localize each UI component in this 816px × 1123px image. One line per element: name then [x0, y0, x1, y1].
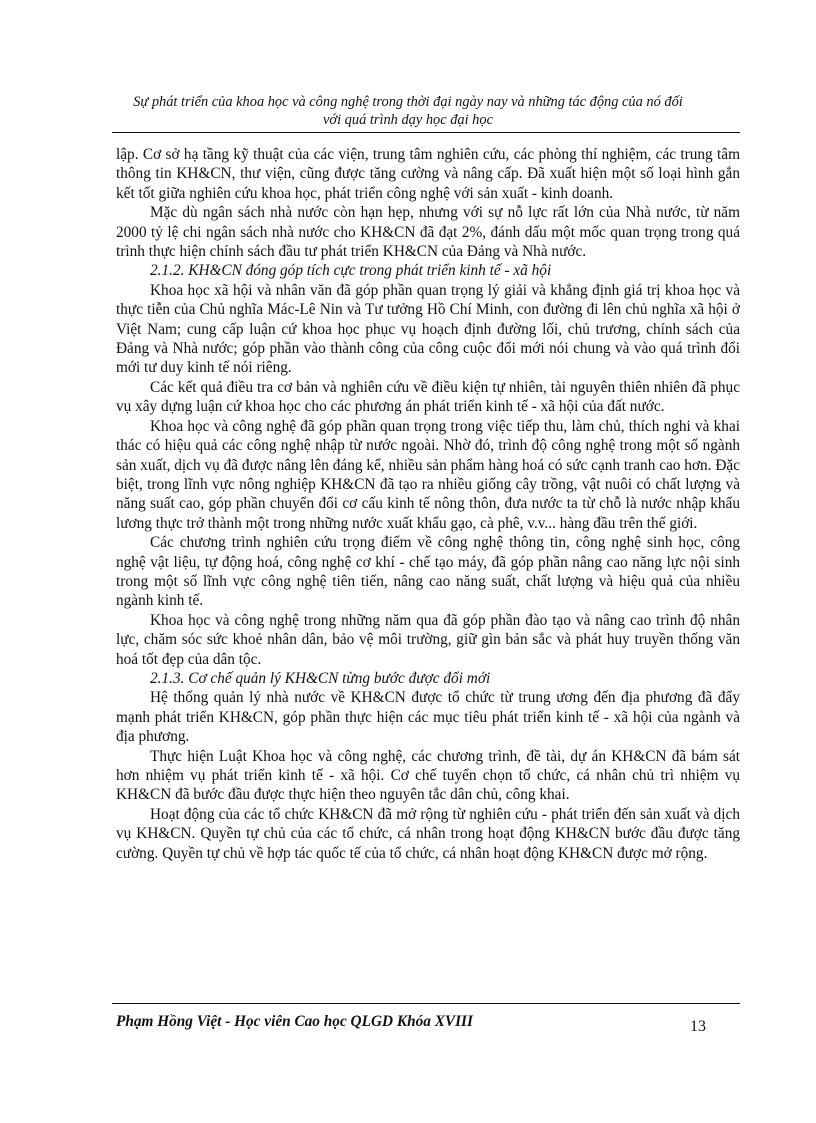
- header-title-line-1: Sự phát triển của khoa học và công nghệ trong thời đại ngày nay và những tác động của nó đối: [133, 94, 683, 110]
- paragraph: Khoa học và công nghệ đã góp phần quan trọng trong việc tiếp thu, làm chủ, thích nghi và khai thác có hiệu quả các công nghệ nhập từ nước ngoài. Nhờ đó, trình độ công nghệ trong một số ngành sản xuất, dịch vụ đã được nâng lên đáng kể, nhiều sản phẩm hàng hoá có sức cạnh tranh cao hơn. Đặc biệt, trong lĩnh vực nông nghiệp KH&CN đã tạo ra nhiều giống cây trồng, vật nuôi có chất lượng và năng suất cao, góp phần chuyển đổi cơ cấu kinh tế nông thôn, đưa nước ta từ chỗ là nước nhập khẩu lương thực trở thành một trong những nước xuất khẩu gạo, cà phê, v.v... hàng đầu trên thế giới.: [116, 417, 740, 532]
- paragraph: Mặc dù ngân sách nhà nước còn hạn hẹp, nhưng với sự nỗ lực rất lớn của Nhà nước, từ năm 2000 tỷ lệ chi ngân sách nhà nước cho KH&CN đã đạt 2%, đánh dấu một mốc quan trọng trong quá trình thực hiện chính sách đầu tư phát triển KH&CN của Đảng và Nhà nước.: [116, 204, 740, 261]
- body-text: [116, 145, 740, 863]
- header-rule: [112, 132, 740, 133]
- paragraph: Khoa học xã hội và nhân văn đã góp phần quan trọng lý giải và khẳng định giá trị khoa học và thực tiễn của Chủ nghĩa Mác-Lê Nin và Tư tưởng Hồ Chí Minh, con đường đi lên chủ nghĩa xã hội ở Việt Nam; cung cấp luận cứ khoa học phục vụ hoạch định đường lối, chủ trương, chính sách của Đảng và Nhà nước; góp phần vào thành công của công cuộc đổi mới nói chung và vào quá trình đổi mới tư duy kinh tế nói riêng.: [116, 281, 740, 377]
- paragraph: Các kết quả điều tra cơ bản và nghiên cứu về điều kiện tự nhiên, tài nguyên thiên nhiên đã phục vụ xây dựng luận cứ khoa học cho các phương án phát triển kinh tế - xã hội của đất nước.: [116, 378, 740, 416]
- paragraph: Thực hiện Luật Khoa học và công nghệ, các chương trình, đề tài, dự án KH&CN đã bám sát hơn nhiệm vụ phát triển kinh tế - xã hội. Cơ chế tuyển chọn tổ chức, cá nhân chủ trì nhiệm vụ KH&CN đã bước đầu được thực hiện theo nguyên tắc dân chủ, công khai.: [116, 747, 740, 804]
- section-heading: 2.1.3. Cơ chế quản lý KH&CN từng bước được đổi mới: [150, 669, 491, 687]
- paragraph: Hệ thống quản lý nhà nước về KH&CN được tổ chức từ trung ương đến địa phương đã đẩy mạnh phát triển KH&CN, góp phần thực hiện các mục tiêu phát triển kinh tế - xã hội của ngành và địa phương.: [116, 689, 740, 746]
- footer-rule: [112, 1003, 740, 1004]
- paragraph: lập. Cơ sở hạ tầng kỹ thuật của các viện, trung tâm nghiên cứu, các phòng thí nghiệm, các trung tâm thông tin KH&CN, thư viện, cũng được tăng cường và nâng cấp. Đã xuất hiện một số loại hình gắn kết tốt giữa nghiên cứu khoa học, phát triển công nghệ với sản xuất - kinh doanh.: [116, 146, 740, 202]
- paragraph: Khoa học và công nghệ trong những năm qua đã góp phần đào tạo và nâng cao trình độ nhân lực, chăm sóc sức khoẻ nhân dân, bảo vệ môi trường, giữ gìn bản sắc và phát huy truyền thống văn hoá tốt đẹp của dân tộc.: [116, 611, 740, 668]
- page-number: 13: [690, 1018, 706, 1035]
- section-heading: 2.1.2. KH&CN đóng góp tích cực trong phát triển kinh tế - xã hội: [150, 262, 552, 280]
- footer-author: Phạm Hồng Việt - Học viên Cao học QLGD Khóa XVIII: [116, 1013, 473, 1030]
- header-title-line-2: với quá trình dạy học đại học: [323, 112, 493, 128]
- paragraph: Các chương trình nghiên cứu trọng điểm về công nghệ thông tin, công nghệ sinh học, công nghệ vật liệu, tự động hoá, công nghệ cơ khí - chế tạo máy, đã góp phần nâng cao năng lực nội sinh trong một số lĩnh vực công nghệ tiên tiến, nâng cao năng suất, chất lượng và hiệu quả của nhiều ngành kinh tế.: [116, 534, 740, 610]
- paragraph: Hoạt động của các tổ chức KH&CN đã mở rộng từ nghiên cứu - phát triển đến sản xuất và dịch vụ KH&CN. Quyền tự chủ của các tổ chức, cá nhân trong hoạt động KH&CN bước đầu được tăng cường. Quyền tự chủ về hợp tác quốc tế của tổ chức, cá nhân hoạt động KH&CN được mở rộng.: [116, 805, 740, 862]
- running-header: [112, 93, 704, 129]
